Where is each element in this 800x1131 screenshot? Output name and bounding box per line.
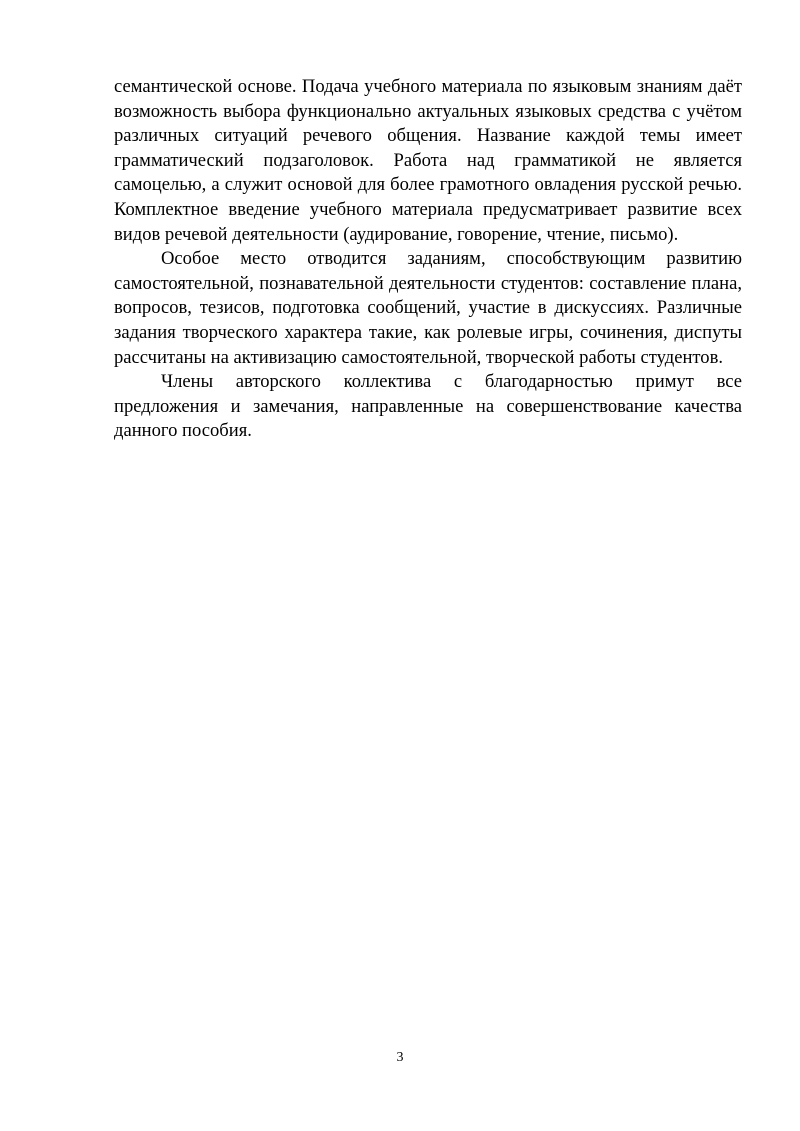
paragraph-independent-work: Особое место отводится заданиям, способствующим развитию самостоятельной, познавательной деятельности студентов: составление плана, вопросов, тезисов, подготовка сообщений, участие в дискуссиях. Различные задания творческого характера такие, как ролевые игры, сочинения, диспуты рассчитаны на активизацию самостоятельной, творческой работы студентов. — [114, 248, 742, 368]
paragraph-continuation: семантической основе. Подача учебного материала по языковым знаниям даёт возможность выбора функционально актуальных языковых средства с учётом различных ситуаций речевого общения. Название каждой темы имеет грамматический подзаголовок. Работа над грамматикой не является самоцелью, а служит основой для более грамотного овладения русской речью. Комплектное введение учебного материала предусматривает развитие всех видов речевой деятельности (аудирование, говорение, чтение, письмо). — [114, 76, 742, 245]
page-number: 3 — [396, 1050, 404, 1065]
body-text — [114, 75, 742, 444]
paragraph-acknowledgement: Члены авторского коллектива с благодарностью примут все предложения и замечания, направленные на совершенствование качества данного пособия. — [114, 371, 742, 442]
